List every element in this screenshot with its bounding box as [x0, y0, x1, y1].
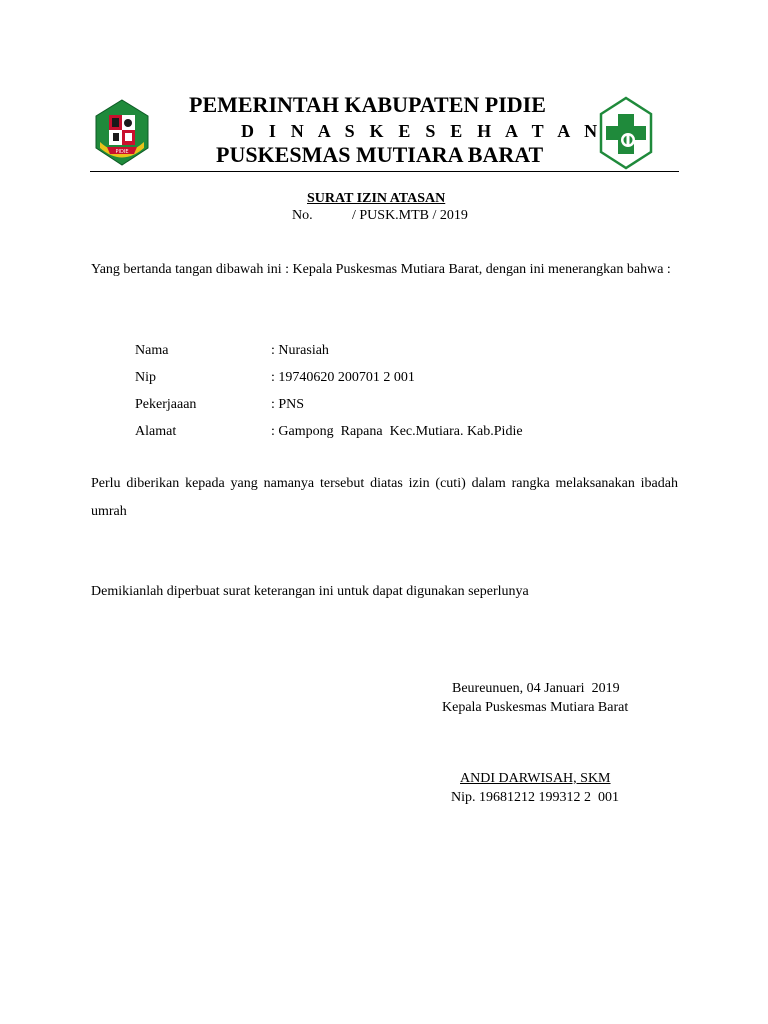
header-government: PEMERINTAH KABUPATEN PIDIE [189, 92, 546, 117]
field-value-pekerjaan: : PNS [271, 397, 305, 412]
header-institution: PUSKESMAS MUTIARA BARAT [216, 142, 544, 167]
field-value-nama: : Nurasiah [271, 343, 329, 358]
signatory-nip: Nip. 19681212 199312 2 001 [451, 790, 619, 805]
intro-paragraph: Yang bertanda tangan dibawah ini : Kepala Puskesmas Mutiara Barat, dengan ini menerangkan bahwa : [91, 262, 671, 277]
field-label-pekerjaan: Pekerjaaan [135, 397, 197, 412]
letter-number-label: No. [292, 208, 313, 223]
field-label-nip: Nip [135, 370, 156, 385]
field-value-nip: : 19740620 200701 2 001 [271, 370, 415, 385]
header-divider [90, 171, 679, 172]
header-department: D I N A S K E S E H A T A N [241, 121, 603, 141]
pidie-regency-emblem-icon [90, 98, 154, 168]
closing-statement: Demikianlah diperbuat surat keterangan ini untuk dapat digunakan seperlunya [91, 584, 529, 599]
emblem-label: PIDIE [115, 149, 129, 155]
letter-title: SURAT IZIN ATASAN [307, 191, 446, 206]
signature-place-date: Beureunuen, 04 Januari 2019 [452, 681, 620, 696]
puskesmas-cross-logo-icon [598, 96, 654, 170]
field-label-nama: Nama [135, 343, 169, 358]
field-label-alamat: Alamat [135, 424, 177, 439]
body-paragraph: Perlu diberikan kepada yang namanya tersebut diatas izin (cuti) dalam rangka melaksanakan ibadah umrah [91, 476, 678, 519]
signature-position: Kepala Puskesmas Mutiara Barat [442, 700, 629, 715]
field-value-alamat: : Gampong Rapana Kec.Mutiara. Kab.Pidie [271, 424, 523, 439]
letter-number-value: / PUSK.MTB / 2019 [352, 208, 468, 223]
signatory-name: ANDI DARWISAH, SKM [460, 771, 611, 786]
